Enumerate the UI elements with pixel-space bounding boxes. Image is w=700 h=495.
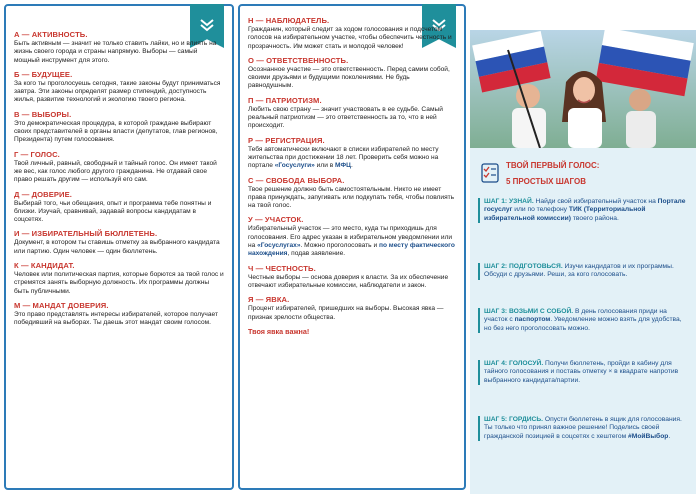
entry-heading: Я — ЯВКА. [248,295,290,305]
step-text: твоего района. [570,214,619,222]
entry-text: Документ, в котором ты ставишь отметку за выбранного кандидата или партию. Один человек — один бюллетень. [14,239,220,255]
checklist-icon [480,162,500,184]
entry-heading: А — АКТИВНОСТЬ. [14,30,88,39]
step-item [478,360,688,385]
entry-text: Честные выборы — основа доверия к власти. За их обеспечение отвечают избирательные комиссии, наблюдатели и закон. [248,273,449,289]
entry-heading: К — КАНДИДАТ. [14,261,75,271]
glossary-entry [14,150,224,185]
step-heading: ШАГ 4: ГОЛОСУЙ. [484,360,544,367]
glossary-entry [14,261,224,296]
steps-panel [470,4,696,490]
glossary-entry [14,110,224,145]
entry-heading: Г — ГОЛОС. [14,149,60,159]
step-heading: ШАГ 1: УЗНАЙ. [484,198,534,205]
entry-heading: И — ИЗБИРАТЕЛЬНЫЙ БЮЛЛЕТЕНЬ. [14,229,158,239]
step-text: . Уведомление можно взять для удобства, но без него проголосовать можно. [484,316,682,332]
glossary-entry [14,30,224,65]
entry-text: Процент избирателей, пришедших на выборы. Высокая явка — признак зрелости общества. [248,305,444,321]
glossary-entry [14,301,224,328]
entry-heading: У — УЧАСТОК. [248,215,304,225]
glossary-list-middle [248,16,456,336]
glossary-entry [248,215,456,258]
emphasis-text: «Госуслугах» [257,242,301,250]
glossary-entry [248,176,456,211]
step-item [478,263,688,280]
glossary-entry [14,70,224,105]
step-text: . [668,432,671,440]
entry-text: Гражданин, который следит за ходом голосования и подсчетом голосов на избирательном участке, чтобы обеспечить честность и прозрачность. Им может стать и молодой человек! [248,26,452,50]
flag-photo [470,30,696,148]
entry-text-part: , подав заявление. [287,250,346,258]
emphasis-text: МФЦ [335,162,351,170]
glossary-entry [14,229,224,256]
entry-text [248,225,456,258]
entry-text: Человек или политическая партия, которые борются за твой голос и стремятся занять выборную должность. Их программы должны быть публичными. [14,271,224,295]
glossary-entry [248,56,456,91]
entry-text-part: . Можно проголосовать и [300,242,379,250]
emphasis-text: по месту фактического нахождения [248,242,455,258]
steps-title-text: ТВОЙ ПЕРВЫЙ ГОЛОС: [506,161,600,170]
step-text: В день голосования приди на участок с [484,308,667,324]
entry-heading: П — ПАТРИОТИЗМ. [248,95,322,105]
step-heading: ШАГ 2: ПОДГОТОВЬСЯ. [484,263,563,270]
step-item [478,416,688,441]
entry-text: Быть активным — значит не только ставить лайки, но и влиять на жизнь своего города и страны напрямую. Выборы — самый мощный инструмент для этого. [14,40,217,64]
step-text: Найди свой избирательный участок на [533,198,658,205]
entry-heading: Р — РЕГИСТРАЦИЯ. [248,135,325,145]
emphasis-text: Порталe госуслуг [484,198,686,214]
emphasis-text: #МойВыбор [628,432,669,440]
glossary-entry [14,190,224,225]
entry-heading: Д — ДОВЕРИЕ. [14,189,72,199]
glossary-entry [248,16,456,51]
step-text: Получи бюллетень, пройди в кабину для тайного голосования и поставь отметку × в квадрате напротив выбранного кандидата/партии. [484,360,679,384]
entry-heading: С — СВОБОДА ВЫБОРА. [248,175,345,185]
step-text: Опусти бюллетень в ящик для голосования. Ты только что принял важное решение! Поделись своей гражданской позицией в соцсетях с хештегом [484,416,682,440]
entry-text-part: . [350,162,353,170]
glossary-entry [248,96,456,131]
step-item [478,198,688,223]
step-heading: ШАГ 3: ВОЗЬМИ С СОБОЙ. [484,308,574,315]
entry-heading: О — ОТВЕТСТВЕННОСТЬ. [248,55,349,65]
emphasis-text: ТИК (Территориальной избирательной комиссии) [484,206,646,222]
entry-text-part: Избирательный участок — это место, куда ты приходишь для голосования. Его адрес указан в избирательном уведомлении или на [248,225,453,250]
vote-note: Твоя явка важна! [248,326,310,336]
step-text: или по телефону [512,206,569,214]
step-heading: ШАГ 5: ГОРДИСЬ. [484,416,544,423]
entry-heading: Ч — ЧЕСТНОСТЬ. [248,263,316,273]
glossary-panel-left [4,4,234,490]
glossary-entry [248,295,456,322]
entry-text: Твое решение должно быть самостоятельным. Никто не имеет права принуждать, запугивать или подкупать тебя, чтобы повлиять на твой голос. [248,185,455,210]
entry-text: Это демократическая процедура, в которой граждане выбирают своих представителей в органы власти (депутатов, глав регионов, Президента) путем голосования. [14,119,218,144]
entry-text: Это право представлять интересы избирателей, которое получает победивший на выборах. Ты даешь этот мандат своим голосом. [14,310,219,327]
step-item [478,308,688,333]
entry-heading: В — ВЫБОРЫ. [14,109,72,119]
glossary-panel-middle [238,4,466,490]
step-text: Изучи кандидатов и их программы. Обсуди с друзьями. Реши, за кого голосовать. [484,263,674,279]
entry-text: Любить свою страну — значит участвовать в ее судьбе. Самый реальный патриотизм — это ответственность за то, что в ней происходит. [248,105,443,130]
entry-text: Выбирай того, чьи обещания, опыт и программа тебе понятны и близки. Изучай, сравнивай, задавай вопросы кандидатам в соцсетях. [14,199,212,224]
steps-subtitle: 5 ПРОСТЫХ ШАГОВ [506,177,586,186]
glossary-entry [248,264,456,291]
glossary-list-left [14,30,224,333]
steps-box [470,148,696,494]
glossary-entry [248,136,456,171]
entry-heading: Б — БУДУЩЕЕ. [14,69,73,79]
entry-text-part: или в [314,162,336,170]
emphasis-text: «Госуслуги» [274,162,315,170]
entry-text: За кого ты проголосуешь сегодня, такие законы будут приниматься завтра. Эти законы определят размер стипендий, доступность жилья, развитие технологий и экологию твоего региона. [14,79,221,104]
entry-text: Твой личный, равный, свободный и тайный голос. Он имеет такой же вес, как голос любого другого гражданина. Не отдавай свое право решать другим — используй его сам. [14,159,217,184]
entry-heading: Н — НАБЛЮДАТЕЛЬ. [248,16,330,25]
entry-text: Осознанное участие — это ответственность. Перед самим собой, своими друзьями и будущими поколениями. Не будь равнодушным. [248,65,450,90]
entry-text [248,146,456,171]
steps-title [506,160,676,187]
entry-heading: М — МАНДАТ ДОВЕРИЯ. [14,300,109,310]
entry-text-part: Тебя автоматически включают в списки избирателей по месту жительства при достижении 18 лет. Проверить себя можно на портале [248,145,439,170]
emphasis-text: паспортом [514,316,551,324]
